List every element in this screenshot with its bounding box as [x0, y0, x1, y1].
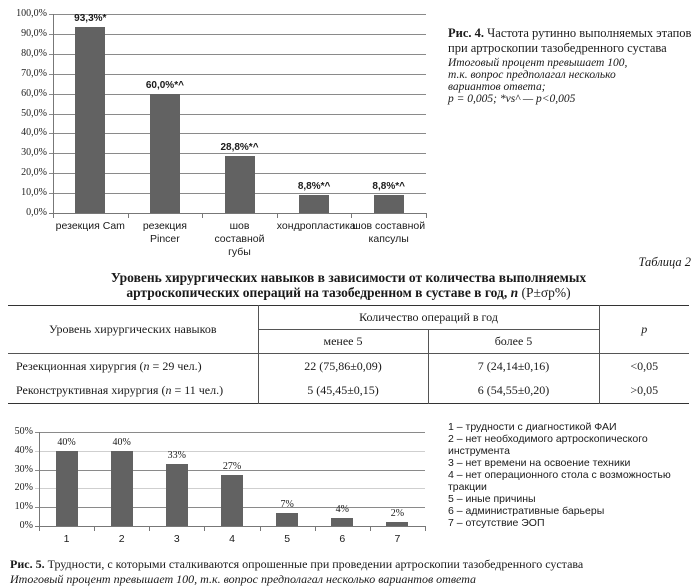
legend-item: 3 – нет времени на освоение техники	[448, 457, 631, 469]
bar-value-label: 27%	[222, 461, 242, 473]
figure5-caption-title: Трудности, с которыми сталкиваются опрошенные при проведении артроскопии тазобедренного сустава	[47, 557, 584, 571]
bar-value-label: 8,8%*^	[372, 181, 405, 193]
x-tick-mark	[260, 526, 261, 531]
x-category-label	[370, 533, 425, 546]
bar	[111, 451, 133, 526]
y-tick-label: 30%	[14, 463, 33, 475]
x-category-line: 6	[339, 533, 346, 545]
gridline	[49, 34, 426, 35]
x-tick-mark	[94, 526, 95, 531]
table-label: Таблица 2	[638, 255, 691, 269]
row-label	[8, 379, 258, 404]
note-line: вариантов ответа;	[448, 81, 546, 93]
x-category-line: 3	[173, 533, 180, 545]
note-line: Итоговый процент превышает 100,	[448, 57, 628, 69]
x-category-line: 2	[118, 533, 125, 545]
header-p: p	[599, 306, 689, 354]
x-category-label	[128, 220, 203, 246]
x-category-line: резекция Cam	[55, 220, 125, 232]
y-tick-label: 10,0%	[21, 187, 47, 199]
figure4-chart	[0, 0, 440, 258]
legend-item: 5 – иные причины	[448, 493, 536, 505]
x-category-line: Pincer	[150, 233, 180, 245]
table-title	[0, 270, 697, 300]
figure4-caption-label: Рис. 4.	[448, 26, 485, 40]
x-category-line: хондропластика	[276, 220, 356, 232]
x-axis-line	[49, 213, 426, 214]
bar-value-label: 40%	[57, 436, 76, 448]
x-category-label	[202, 220, 277, 259]
legend-item: 4 – нет операционного стола с возможностью тракции	[448, 469, 671, 493]
gridline	[49, 54, 426, 55]
figure5-chart	[0, 420, 440, 545]
row-label-text: Реконструктивная хирургия (	[16, 383, 166, 398]
row-label-count: = 11 чел.)	[171, 383, 224, 398]
x-category-line: капсулы	[368, 233, 409, 245]
cell-less-5: 22 (75,86±0,09)	[258, 354, 428, 379]
gridline	[49, 74, 426, 75]
bar	[150, 94, 180, 213]
table-row	[8, 379, 689, 404]
header-more-5: более 5	[428, 330, 599, 354]
table-title-line2	[0, 285, 697, 300]
row-label-n: n	[165, 383, 172, 398]
header-skill-level: Уровень хирургических навыков	[8, 306, 258, 354]
x-category-label	[39, 533, 94, 546]
y-tick-label: 20,0%	[21, 167, 47, 179]
x-category-label	[276, 220, 356, 233]
x-category-line: резекция	[142, 220, 187, 232]
bar-value-label: 4%	[335, 504, 349, 516]
legend-item: 2 – нет необходимого артроскопического инструмента	[448, 433, 648, 457]
x-tick-mark	[351, 213, 352, 218]
table-row	[8, 354, 689, 379]
x-tick-mark	[277, 213, 278, 218]
note-line: p = 0,005; *vs^ — p<0,005	[448, 93, 576, 105]
figure4-caption-note	[448, 57, 693, 105]
y-tick-label: 70,0%	[21, 67, 47, 79]
gridline	[49, 94, 426, 95]
x-tick-mark	[128, 213, 129, 218]
y-tick-label: 0,0%	[26, 207, 47, 218]
x-category-label	[149, 533, 204, 546]
y-tick-label: 50%	[14, 426, 33, 437]
table-title-n: n	[510, 285, 519, 300]
x-category-line: составной губы	[214, 233, 265, 258]
x-tick-mark	[425, 526, 426, 531]
x-category-line: 4	[229, 533, 235, 545]
y-tick-label: 100,0%	[16, 8, 47, 19]
x-category-label	[351, 220, 426, 246]
row-label-count: = 29 чел.)	[149, 358, 202, 373]
y-axis-line	[53, 14, 54, 213]
x-category-line: 7	[394, 533, 401, 545]
bar	[75, 27, 105, 213]
x-category-label	[260, 533, 315, 546]
cell-more-5: 7 (24,14±0,16)	[477, 358, 550, 373]
x-tick-mark	[426, 213, 427, 218]
x-category-label	[315, 533, 370, 546]
gridline	[35, 432, 425, 433]
bar-value-label: 40%	[112, 436, 131, 448]
x-tick-mark	[53, 213, 54, 218]
bar	[166, 464, 188, 526]
cell-less-5: 5 (45,45±0,15)	[258, 379, 428, 404]
y-tick-label: 0%	[19, 520, 33, 531]
x-tick-mark	[204, 526, 205, 531]
y-tick-label: 60,0%	[21, 87, 47, 99]
y-tick-label: 90,0%	[21, 27, 47, 39]
gridline	[49, 114, 426, 115]
bar	[276, 513, 298, 526]
table-title-text: артроскопических операций на тазобедренном в суставе в год,	[126, 285, 508, 300]
legend-item: 1 – трудности с диагностикой ФАИ	[448, 421, 617, 433]
y-tick-label: 20%	[14, 482, 33, 494]
x-category-label	[204, 533, 259, 546]
bar	[386, 522, 408, 526]
y-tick-label: 10%	[14, 501, 33, 513]
bar-value-label: 2%	[390, 508, 405, 520]
x-category-label	[94, 533, 149, 546]
x-tick-mark	[315, 526, 316, 531]
figure5-legend	[448, 421, 693, 529]
x-category-line: шов составной	[352, 220, 426, 232]
x-tick-mark	[370, 526, 371, 531]
row-label-n: n	[143, 358, 150, 373]
skills-table	[8, 305, 689, 404]
bar	[374, 195, 404, 213]
bar-value-label: 8,8%*^	[297, 181, 331, 193]
gridline	[49, 153, 426, 154]
x-category-line: 5	[284, 533, 291, 545]
x-tick-mark	[39, 526, 40, 531]
x-category-label	[53, 220, 128, 233]
legend-item: 6 – административные барьеры	[448, 505, 605, 517]
bar	[331, 518, 353, 526]
x-category-line: 1	[63, 533, 70, 545]
figure5-caption	[10, 557, 695, 587]
figure4-caption	[448, 26, 693, 105]
cell-more-5: 6 (54,55±0,20)	[477, 383, 550, 398]
figure4-caption-title: Частота рутинно выполняемых этапов при артроскопии тазобедренного сустава	[448, 26, 692, 55]
bar-value-label: 60,0%*^	[145, 79, 184, 91]
gridline	[35, 451, 425, 452]
legend-item: 7 – отсутствие ЭОП	[448, 517, 545, 529]
bar	[56, 451, 78, 526]
cell-p: <0,05	[599, 354, 689, 379]
bar-value-label: 7%	[280, 498, 294, 510]
bar	[299, 195, 329, 213]
table-title-suffix: (P±σp%)	[521, 285, 571, 300]
bar	[221, 475, 243, 526]
header-less-5: менее 5	[258, 330, 428, 354]
bar	[225, 156, 255, 213]
row-label-text: Резекционная хирургия (	[16, 358, 144, 373]
x-tick-mark	[202, 213, 203, 218]
row-label	[8, 354, 258, 379]
y-tick-label: 50,0%	[21, 107, 47, 119]
x-tick-mark	[149, 526, 150, 531]
table-title-line1: Уровень хирургических навыков в зависимости от количества выполняемых	[110, 270, 587, 285]
header-operations-group: Количество операций в год	[258, 306, 599, 330]
x-category-line: шов	[229, 220, 250, 232]
y-tick-label: 40,0%	[21, 127, 47, 139]
bar-value-label: 33%	[167, 449, 187, 461]
note-line: т.к. вопрос предполагал несколько	[448, 69, 616, 81]
figure5-caption-label: Рис. 5.	[10, 557, 45, 571]
y-tick-label: 30,0%	[21, 147, 47, 159]
bar-value-label: 28,8%*^	[220, 141, 259, 153]
cell-p: >0,05	[599, 379, 689, 404]
y-tick-label: 80,0%	[21, 47, 47, 59]
gridline	[49, 133, 426, 134]
bar-value-label: 93,3%*	[74, 13, 107, 25]
figure5-caption-note: Итоговый процент превышает 100, т.к. вопрос предполагал несколько вариантов ответа	[10, 572, 477, 586]
y-tick-label: 40%	[14, 444, 33, 456]
